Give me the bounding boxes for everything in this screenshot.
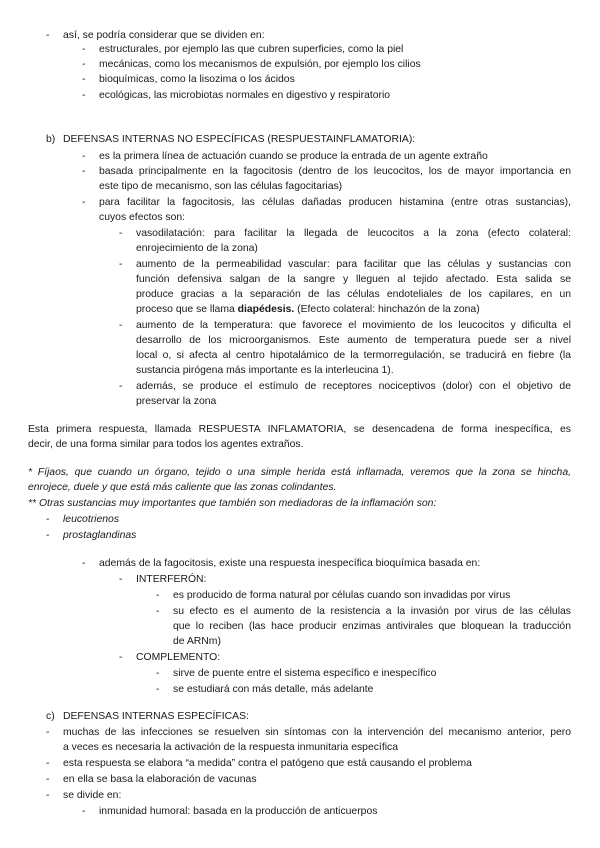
effect-item: vasodilatación: para facilitar la llegada de leucocitos a la zona (efecto colateral: [136, 228, 571, 239]
summary-text: decir, de una forma similar para todos los agentes extraños. [28, 439, 304, 450]
list-item-cont: cuyos efectos son: [99, 212, 186, 223]
text-run: proceso que se llama [136, 304, 238, 315]
section-title: DEFENSAS INTERNAS NO ESPECÍFICAS (RESPUESTAINFLAMATORIA): [63, 134, 416, 145]
list-item: además de la fagocitosis, existe una respuesta inespecífica bioquímica basada en: [99, 558, 481, 569]
note: ** Otras sustancias muy importantes que también son mediadoras de la inflamación son: [28, 498, 437, 509]
list-item: inmunidad humoral: basada en la producción de anticuerpos [99, 806, 378, 817]
summary-text: Esta primera respuesta, llamada RESPUESTA INFLAMATORIA, se desencadena de forma inespecífica, es [28, 424, 571, 435]
list-item: es producido de forma natural por células cuando son invadidas por virus [173, 590, 511, 601]
list-item: se estudiará con más detalle, más adelante [173, 684, 374, 695]
list-intro: así, se podría considerar que se dividen en: [63, 30, 265, 41]
list-item: se divide en: [63, 790, 122, 801]
list-item: mecánicas, como los mecanismos de expulsión, por ejemplo los cilios [99, 59, 421, 70]
bullet-dash: - [119, 381, 123, 392]
bullet-dash: - [156, 668, 160, 679]
effect-item-cont: sustancia pirógena más importante es la interleucina 1). [136, 365, 394, 376]
effect-item-cont: desarrollo de los microorganismos. Este aumento de temperatura puede ser a nivel [136, 335, 571, 346]
subheading: COMPLEMENTO: [136, 652, 221, 663]
list-item: esta respuesta se elabora “a medida” contra el patógeno que está causando el problema [63, 758, 472, 769]
list-item: en ella se basa la elaboración de vacunas [63, 774, 257, 785]
bullet-dash: - [82, 59, 86, 70]
bullet-dash: - [119, 574, 123, 585]
bullet-dash: - [82, 44, 86, 55]
list-item: su efecto es el aumento de la resistencia a la invasión por virus de las células [173, 606, 571, 617]
term-diapedesis: diapédesis. [237, 304, 295, 315]
note: enrojece, duele y que está más caliente que las zonas colindantes. [28, 482, 337, 493]
list-item: estructurales, por ejemplo las que cubren superficies, como la piel [99, 44, 404, 55]
effect-item: aumento de la temperatura: que favorece el movimiento de los leucocitos y dificulta el [136, 320, 571, 331]
effect-item-cont: produce gracias a la separación de las células endoteliales de los capilares, en un [136, 289, 571, 300]
effect-item-cont: función defensiva salgan de la sangre y lleguen al tejido afectado. Esta salida se [136, 274, 571, 285]
list-item: muchas de las infecciones se resuelven sin síntomas con la intervención del mecanismo anterior, pero [63, 727, 571, 738]
bullet-dash: - [82, 806, 86, 817]
list-item-cont: a veces es necesaria la activación de la respuesta inmunitaria específica [63, 742, 398, 753]
list-item: es la primera línea de actuación cuando se produce la entrada de un agente extraño [99, 151, 488, 162]
effect-item: además, se produce el estímulo de receptores nociceptivos (dolor) con el objetivo de [136, 381, 571, 392]
list-item-cont: este tipo de mecanismo, son las células fagocitarias) [99, 181, 343, 192]
list-item-cont: que lo reciben (las hace producir enzimas antivirales que bloquean la traducción [173, 621, 571, 632]
effect-item-cont: preservar la zona [136, 396, 217, 407]
bullet-dash: - [46, 790, 50, 801]
bullet-dash: - [156, 684, 160, 695]
bullet-dash: - [82, 74, 86, 85]
bullet-dash: - [119, 652, 123, 663]
mediator-item: leucotrienos [63, 514, 120, 525]
list-item: bioquímicas, como la lisozima o los ácidos [99, 74, 295, 85]
bullet-dash: - [119, 228, 123, 239]
effect-item-cont: local o, si afecta al centro hipotalámico de la termorregulación, se traducirá en fiebre (la [136, 350, 571, 361]
bullet-dash: - [119, 259, 123, 270]
subheading: INTERFERÓN: [136, 574, 207, 585]
bullet-dash: - [46, 530, 50, 541]
bullet-dash: - [156, 606, 160, 617]
bullet-dash: - [46, 774, 50, 785]
bullet-dash: - [82, 558, 86, 569]
bullet-dash: - [46, 30, 50, 41]
mediator-item: prostaglandinas [63, 530, 137, 541]
bullet-dash: - [119, 320, 123, 331]
bullet-dash: - [46, 514, 50, 525]
list-item: basada principalmente en la fagocitosis (dentro de los leucocitos, los de mayor importancia en [99, 166, 571, 177]
list-item: ecológicas, las microbiotas normales en digestivo y respiratorio [99, 90, 391, 101]
note: * Fíjaos, que cuando un órgano, tejido o una simple herida está inflamada, veremos que la zona se hincha, [28, 467, 571, 478]
bullet-dash: - [82, 151, 86, 162]
effect-item: aumento de la permeabilidad vascular: para facilitar que las células y sustancias con [136, 259, 571, 270]
effect-item-cont: enrojecimiento de la zona) [136, 243, 258, 254]
effect-item-cont [136, 303, 480, 317]
section-marker: c) [46, 711, 55, 722]
bullet-dash: - [46, 758, 50, 769]
bullet-dash: - [156, 590, 160, 601]
list-item: sirve de puente entre el sistema específico e inespecífico [173, 668, 437, 679]
list-item-cont: de ARNm) [173, 636, 221, 647]
bullet-dash: - [82, 197, 86, 208]
bullet-dash: - [82, 166, 86, 177]
text-run: (Efecto colateral: hinchazón de la zona) [294, 304, 480, 315]
section-marker: b) [46, 134, 56, 145]
bullet-dash: - [46, 727, 50, 738]
list-item: para facilitar la fagocitosis, las células dañadas producen histamina (entre otras sustancias), [99, 197, 571, 208]
section-title: DEFENSAS INTERNAS ESPECÍFICAS: [63, 711, 249, 722]
bullet-dash: - [82, 90, 86, 101]
